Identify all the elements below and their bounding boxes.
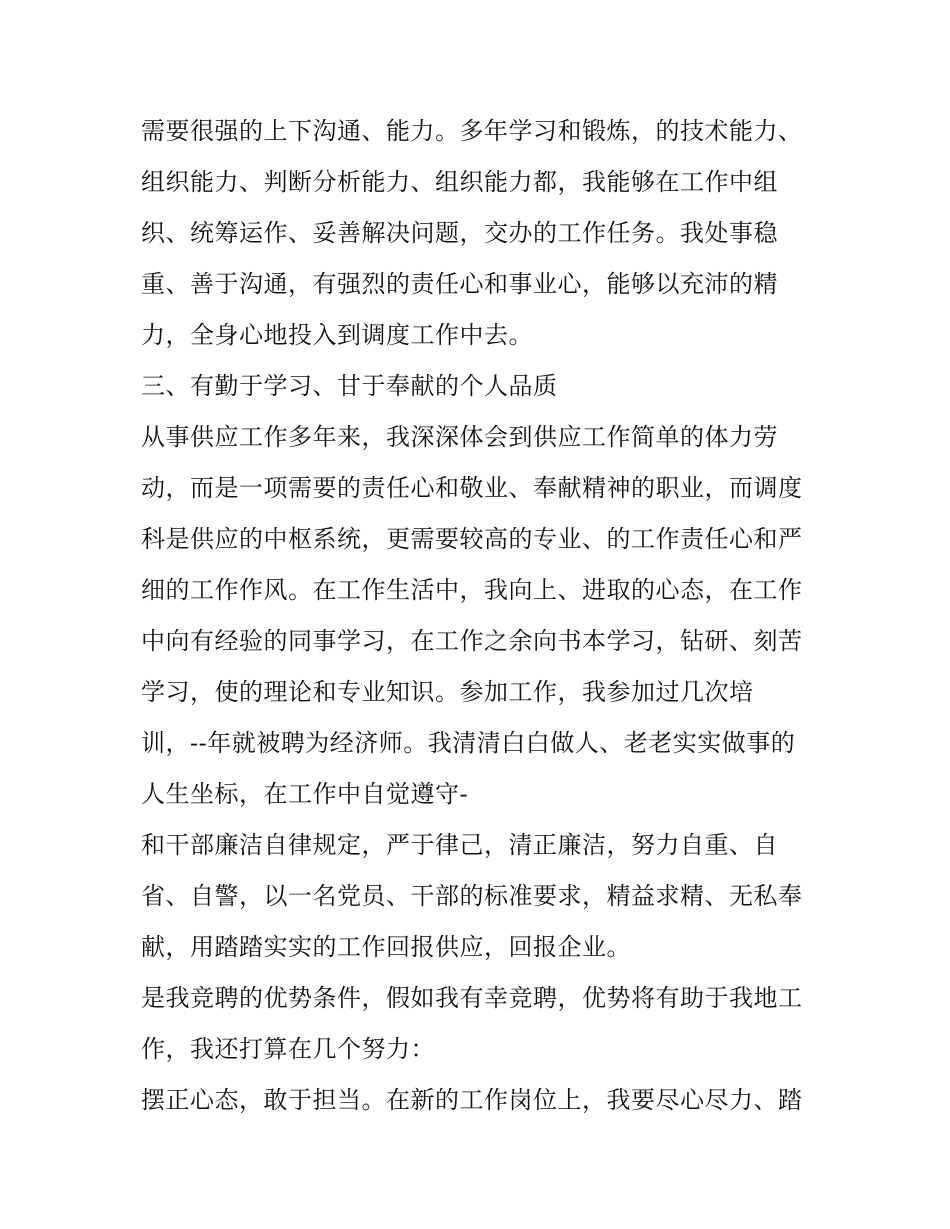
text-line: 省、自警，以一名党员、干部的标准要求，精益求精、无私奉 — [141, 882, 803, 910]
text-line: 献，用踏踏实实的工作回报供应，回报企业。 — [141, 933, 631, 961]
text-line: 是我竞聘的优势条件，假如我有幸竞聘，优势将有助于我地工 — [141, 984, 803, 1012]
section-heading: 三、有勤于学习、甘于奉献的个人品质 — [141, 372, 558, 400]
text-line: 训，--年就被聘为经济师。我清清白白做人、老老实实做事的 — [141, 729, 796, 757]
text-line: 织、统筹运作、妥善解决问题，交办的工作任务。我处事稳 — [141, 219, 778, 247]
text-line: 细的工作作风。在工作生活中，我向上、进取的心态，在工作 — [141, 576, 803, 604]
text-line: 力，全身心地投入到调度工作中去。 — [141, 321, 533, 349]
text-line: 组织能力、判断分析能力、组织能力都，我能够在工作中组 — [141, 168, 778, 196]
text-line: 从事供应工作多年来，我深深体会到供应工作简单的体力劳 — [141, 423, 778, 451]
text-line: 动，而是一项需要的责任心和敬业、奉献精神的职业，而调度 — [141, 474, 803, 502]
text-line: 人生坐标，在工作中自觉遵守- — [141, 780, 469, 808]
text-line: 需要很强的上下沟通、能力。多年学习和锻炼，的技术能力、 — [141, 117, 803, 145]
text-line: 摆正心态，敢于担当。在新的工作岗位上，我要尽心尽力、踏 — [141, 1086, 803, 1114]
text-line: 中向有经验的同事学习，在工作之余向书本学习，钻研、刻苦 — [141, 627, 803, 655]
text-line: 重、善于沟通，有强烈的责任心和事业心，能够以充沛的精 — [141, 270, 778, 298]
text-line: 和干部廉洁自律规定，严于律己，清正廉洁，努力自重、自 — [141, 831, 778, 859]
text-line: 作，我还打算在几个努力： — [141, 1035, 435, 1063]
text-line: 学习，使的理论和专业知识。参加工作，我参加过几次培 — [141, 678, 754, 706]
body-text — [141, 106, 821, 1126]
text-line: 科是供应的中枢系统，更需要较高的专业、的工作责任心和严 — [141, 525, 803, 553]
